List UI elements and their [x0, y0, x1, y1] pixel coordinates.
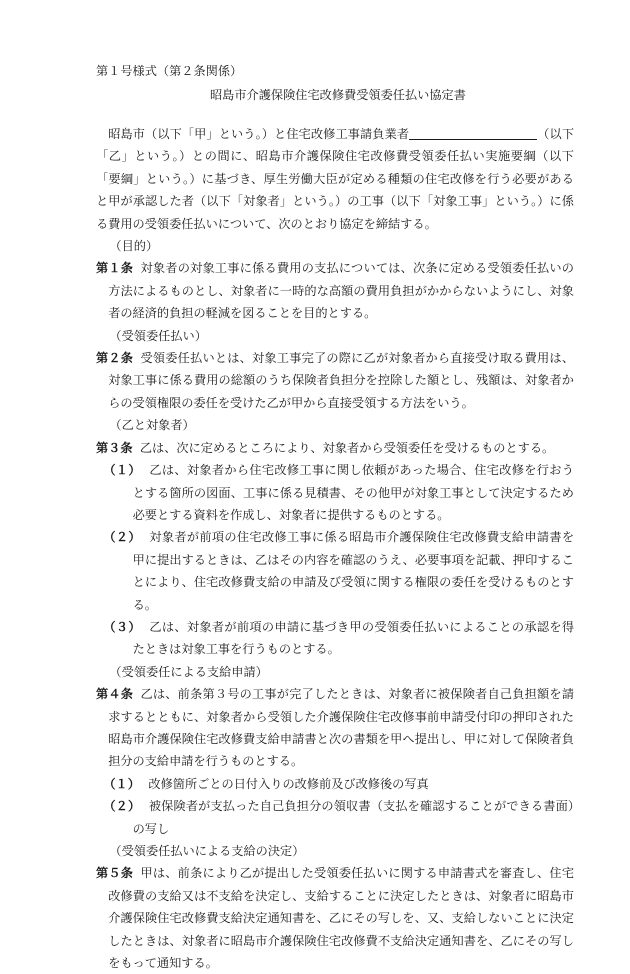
intro-text-before: 昭島市（以下「甲」という。）と住宅改修工事請負業者: [108, 127, 410, 141]
article-4-item-1-text: 改修箇所ごとの日付入りの改修前及び改修後の写真: [148, 776, 429, 791]
article-3-item-1: [96, 459, 574, 526]
article-3-text: 乙は、次に定めるところにより、対象者から受領委任を受けるものとする。: [139, 440, 555, 455]
article-3-item-3: [96, 616, 574, 661]
article-5-heading: （受領委任払いによる支給の決定）: [109, 844, 305, 858]
article-4-heading: （受領委任による支給申請）: [109, 664, 268, 679]
article-4-text: 乙は、前条第３号の工事が完了したときは、対象者に被保険者自己負担額を請求するとともに、対象者から受領した介護保険住宅改修事前申請受付印の押印された昭島市介護保険住宅改修費支給申請書と次の書類を甲へ提出し、甲に対して保険者負担分の支給申請を行うものとする。: [108, 687, 575, 769]
article-1-heading: （目的）: [109, 239, 159, 254]
article-3-item-2-number: （２）: [103, 530, 141, 545]
article-1-number: 第１条: [96, 261, 134, 276]
article-1: [96, 257, 574, 324]
article-3-number: 第３条: [96, 440, 133, 455]
document-title: 昭島市介護保険住宅改修費受領委任払い協定書: [210, 88, 466, 102]
article-5-number: 第５条: [96, 866, 134, 881]
article-3-item-2-text: 対象者が前項の住宅改修工事に係る昭島市介護保険住宅改修費支給申請書を甲に提出するときは、乙はその内容を確認のうえ、必要事項を記載、押印することにより、住宅改修費支給の申請及び受領に関する権限の委任を受けるものとする。: [132, 530, 575, 612]
article-4-number: 第４条: [96, 687, 134, 702]
form-label: 第１号様式（第２条関係）: [96, 64, 243, 78]
article-3-heading: （乙と対象者）: [109, 418, 195, 433]
article-3-item-3-number: （３）: [103, 619, 141, 634]
article-3-item-2: [96, 526, 574, 616]
article-4-item-2-number: （２）: [103, 799, 141, 814]
article-3: [96, 437, 574, 459]
article-2: [96, 347, 574, 414]
article-3-item-3-text: 乙は、対象者が前項の申請に基づき甲の受領委任払いによることの承認を得たときは対象工事を行うものとする。: [132, 619, 575, 657]
article-4-item-1-number: （１）: [103, 776, 140, 791]
contractor-name-blank: [409, 125, 537, 140]
article-5-text: 甲は、前条により乙が提出した受領委任払いに関する申請書式を審査し、住宅改修費の支給又は不支給を決定し、支給することに決定したときは、対象者に昭島市介護保険住宅改修費支給決定通知書を、乙にその写しを、又、支給しないことに決定したときは、対象者に昭島市介護保険住宅改修費不支給決定通知書を、乙にその写しをもって通知する。: [108, 866, 575, 971]
article-3-item-1-text: 乙は、対象者から住宅改修工事に関し依頼があった場合、住宅改修を行おうとする箇所の図面、工事に係る見積書、その他甲が対象工事として決定するため必要とする資料を作成し、対象者に提供するものとする。: [132, 463, 574, 522]
intro-paragraph: [96, 123, 574, 235]
article-4-item-2-text: 被保険者が支払った自己負担分の領収書（支払を確認することができる書面）の写し: [132, 799, 575, 836]
intro-text-after: （以下「乙」という。）との間に、昭島市介護保険住宅改修費受領委任払い実施要綱（以下「要綱」という。）に基づき、厚生労働大臣が定める種類の住宅改修を行う必要があると甲が承認した者（以下「対象者」という。）の工事（以下「対象工事」という。）に係る費用の受領委任払いについて、次のとおり協定を締結する。: [96, 127, 575, 231]
article-2-text: 受領委任払いとは、対象工事完了の際に乙が対象者から直接受け取る費用は、対象工事に係る費用の総額のうち保険者負担分を控除した額とし、残額は、対象者からの受領権限の委任を受けた乙が甲から直接受領する方法をいう。: [108, 351, 575, 410]
article-4-item-2: [96, 795, 574, 840]
article-3-item-1-number: （１）: [103, 463, 141, 478]
article-2-heading: （受領委任払い）: [109, 328, 207, 343]
article-4-item-1: [96, 773, 574, 795]
article-4: [96, 683, 574, 773]
article-1-text: 対象者の対象工事に係る費用の支払については、次条に定める受領委任払いの方法によるものとし、対象者に一時的な高額の費用負担がかからないようにし、対象者の経済的負担の軽減を図ることを目的とする。: [108, 261, 574, 321]
article-2-number: 第２条: [96, 351, 134, 366]
document-body: [96, 123, 574, 974]
article-5: [96, 862, 574, 974]
